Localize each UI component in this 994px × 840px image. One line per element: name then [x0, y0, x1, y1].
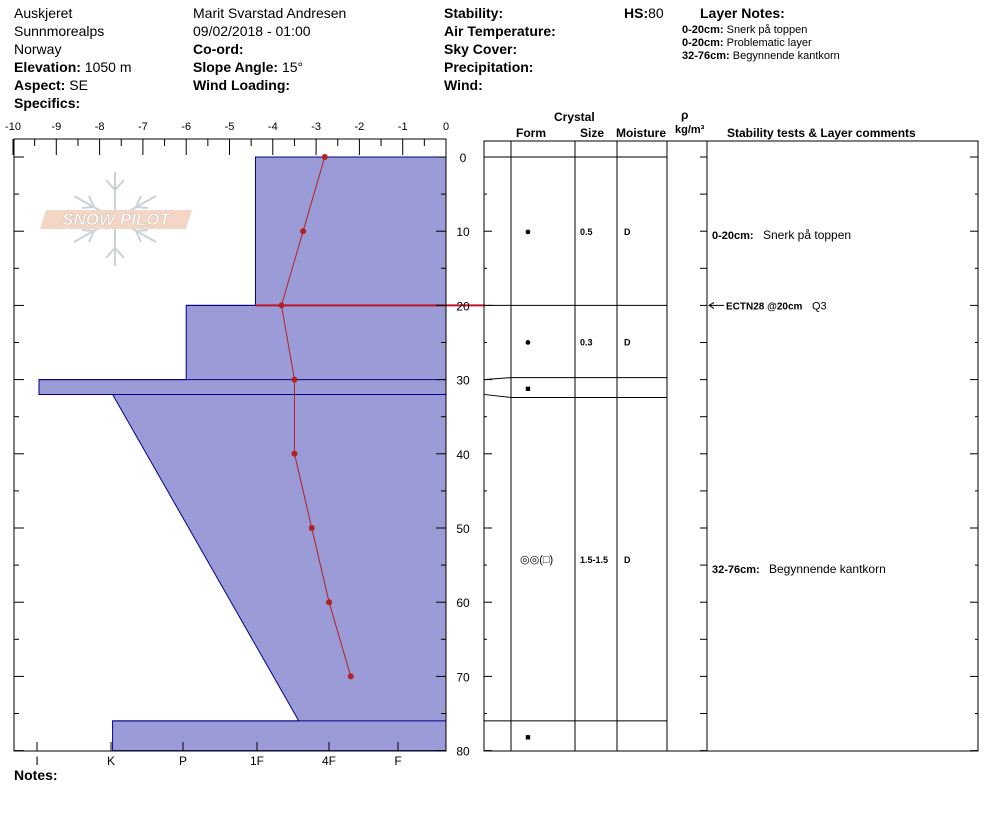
layer-form: ● [524, 336, 532, 349]
elevation-label: Elevation: [14, 59, 81, 75]
temp-tick-label: -4 [267, 121, 278, 133]
depth-tick-label: 0 [459, 151, 467, 165]
layer-form: ● [524, 226, 532, 239]
depth-tick-label: 60 [456, 596, 470, 611]
hs-value: 80 [648, 5, 664, 21]
watermark-text: SNOW PILOT [62, 210, 170, 229]
layer-moisture: D [624, 227, 631, 238]
aspect-label: Aspect: [14, 77, 66, 93]
layer-form: ◎◎(□) [520, 554, 554, 567]
comment-text: Snerk på toppen [763, 228, 852, 243]
hardness-tick-label: F [394, 754, 402, 768]
datetime: 09/02/2018 - 01:00 [193, 23, 311, 39]
rho-header: ρ [681, 108, 689, 122]
temp-tick-label: 0 [442, 121, 450, 133]
temp-tick-label: -1 [397, 121, 408, 133]
layer-note-range: 0-20cm: [682, 37, 724, 49]
temp-tick-label: -9 [51, 121, 62, 133]
temp-tick-label: -5 [224, 121, 235, 133]
slope-value: 15° [281, 59, 304, 75]
table-row-connector [484, 394, 511, 397]
hs-label: HS: [624, 5, 649, 21]
stability-label: Stability: [444, 5, 504, 21]
aspect-value: SE [69, 77, 88, 93]
notes-label: Notes: [14, 767, 58, 783]
comment-range: 0-20cm: [712, 230, 754, 243]
hardness-tick-label: 1F [249, 754, 265, 768]
temperature-point [291, 451, 297, 457]
location: Auskjeret [14, 5, 73, 21]
temp-tick-label: -2 [354, 121, 365, 133]
temperature-point [309, 525, 315, 531]
temperature-point [291, 377, 297, 383]
size-header: Size [580, 126, 605, 140]
temp-tick-label: -3 [311, 121, 321, 133]
snowpilot-watermark [40, 172, 192, 266]
hardness-tick-label: I [35, 754, 39, 768]
test-result-quality: Q3 [812, 300, 827, 313]
layer-note-text: Begynnende kantkorn [732, 50, 840, 62]
elevation-value: 1050 m [84, 59, 132, 75]
test-result-label: ECTN28 @20cm [726, 301, 803, 313]
depth-tick-label: 30 [456, 373, 470, 388]
depth-tick-label: 70 [456, 670, 470, 685]
layer-note-range: 32-76cm: [682, 50, 730, 62]
layer-note-range: 0-20cm: [682, 24, 724, 36]
wind-label: Wind: [444, 77, 483, 93]
layer-form: ■ [525, 383, 531, 394]
specifics-label: Specifics: [14, 95, 81, 111]
sky-cover-label: Sky Cover: [444, 41, 518, 57]
depth-tick-label: 20 [456, 299, 470, 314]
table-row-connector [484, 378, 511, 380]
temp-tick-label: -8 [94, 121, 105, 133]
depth-tick-label: 10 [456, 225, 470, 240]
hardness-tick-label: K [106, 754, 116, 768]
temperature-point [322, 154, 328, 160]
wind-loading-label: Wind Loading: [193, 77, 291, 93]
range: Sunnmorealps [14, 23, 105, 39]
layer-size: 0.3 [580, 337, 593, 348]
air-temp-label: Air Temperature: [444, 23, 556, 39]
depth-tick-label: 80 [456, 744, 470, 759]
temp-tick-label: -10 [5, 121, 21, 133]
observer: Marit Svarstad Andresen [193, 5, 347, 21]
layer-moisture: D [624, 555, 631, 566]
temperature-point [348, 673, 354, 679]
slope-label: Slope Angle: [193, 59, 279, 75]
temperature-point [300, 228, 306, 234]
depth-tick-label: 50 [456, 522, 470, 536]
layer-notes-title: Layer Notes: [700, 5, 785, 21]
country: Norway [14, 41, 62, 57]
coord-label: Co-ord: [193, 41, 244, 57]
temperature-point [326, 599, 332, 605]
precip-label: Precipitation: [444, 59, 534, 75]
layer-note-text: Snerk på toppen [726, 24, 808, 36]
layer-note-text: Problematic layer [726, 37, 812, 49]
layer-table [484, 141, 978, 751]
layer-size: 0.5 [580, 227, 593, 238]
comment-text: Begynnende kantkorn [769, 562, 886, 577]
layer-form: ■ [525, 731, 531, 742]
hardness-tick-label: 4F [321, 754, 337, 768]
layer-moisture: D [624, 337, 631, 348]
hardness-profile-area [39, 157, 446, 751]
density-unit-header: kg/m³ [675, 124, 705, 136]
comments-header: Stability tests & Layer comments [727, 126, 916, 140]
temp-tick-label: -7 [138, 121, 148, 133]
comment-range: 32-76cm: [712, 564, 760, 577]
hardness-tick-label: P [178, 754, 188, 768]
depth-tick-label: 40 [456, 447, 470, 462]
temperature-point [278, 302, 284, 308]
layer-size: 1.5-1.5 [580, 555, 609, 566]
form-header: Form [516, 126, 546, 140]
moisture-header: Moisture [616, 126, 667, 140]
crystal-header: Crystal [554, 110, 595, 124]
temp-tick-label: -6 [181, 121, 192, 133]
